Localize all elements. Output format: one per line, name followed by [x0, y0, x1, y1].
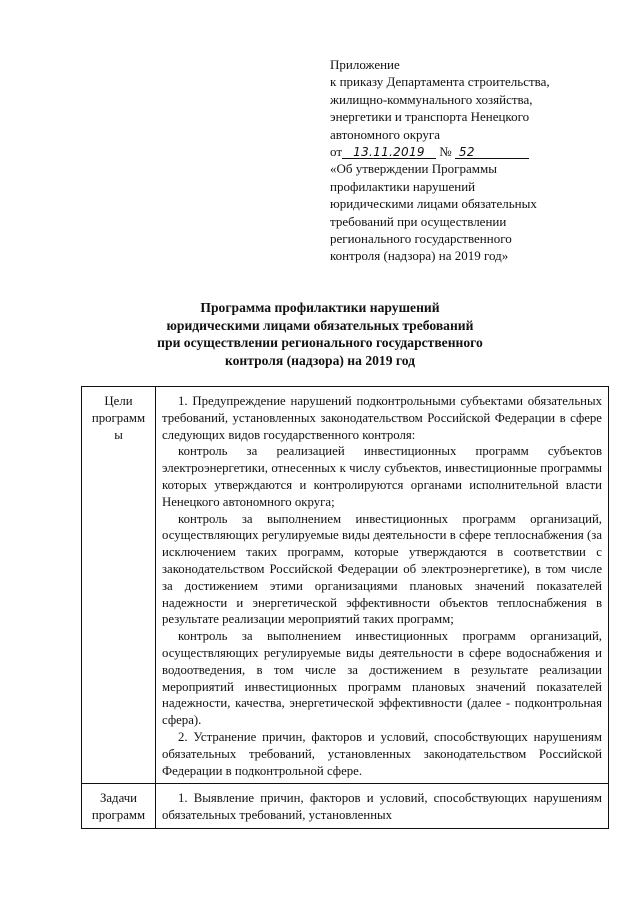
row-label-tasks: [82, 784, 156, 829]
table-row-goals: [82, 387, 609, 784]
label-line: Задачи: [99, 791, 138, 806]
subject-line: требований при осуществлении: [330, 213, 507, 229]
appendix-line: Приложение: [330, 57, 400, 72]
order-date-number-line: [330, 143, 610, 160]
subject-line: контроля (надзора) на 2019 год»: [330, 248, 509, 264]
goal-paragraph: 1. Предупреждение нарушений подконтрольными субъектами обязательных требований, установленных законодательством Российской Федерации в сфере следующих видов государственного контроля:: [162, 394, 602, 442]
label-line: программ: [91, 410, 146, 425]
goal-paragraph: контроль за выполнением инвестиционных программ организаций, осуществляющих регулируемые виды деятельности в сфере теплоснабжения (за исключением таких программ, которые утверждаются в соответствии с законодательством Российской Федерации об электроэнергетике), в том числе за достижением этими организациями плановых значений показателей надежности и энергетической эффективности объектов теплоснабжения в результате реализации мероприятий таких программ;: [162, 511, 602, 627]
heading-line: Программа профилактики нарушений: [200, 300, 440, 315]
heading-line: при осуществлении регионального государственного: [157, 335, 483, 351]
program-table: [81, 386, 609, 829]
order-number-handwritten: 52: [458, 145, 475, 160]
heading-line: юридическими лицами обязательных требований: [166, 317, 474, 333]
number-prefix: №: [439, 144, 452, 160]
label-line: Цели: [104, 394, 133, 408]
from-prefix: от: [330, 144, 343, 160]
table-row-tasks: [82, 784, 609, 829]
heading-line: контроля (надзора) на 2019 год: [224, 352, 416, 368]
row-label-goals: [82, 387, 156, 784]
task-paragraph: 1. Выявление причин, факторов и условий, способствующих нарушениям обязательных требований, установленных: [162, 791, 602, 823]
order-number-field: [455, 146, 529, 159]
subject-line: юридическими лицами обязательных: [330, 196, 537, 212]
appendix-line: энергетики и транспорта Ненецкого: [330, 109, 530, 125]
program-heading: [120, 299, 520, 369]
goal-paragraph: контроль за выполнением инвестиционных программ организаций, осуществляющих регулируемые виды деятельности в сфере водоснабжения и водоотведения, в том числе за достижением в результате реализации мероприятий инвестиционных программ плановых значений показателей надежности, качества, энергетической эффективности (далее - подконтрольная сфера).: [162, 629, 602, 728]
order-date-handwritten: 13.11.2019: [353, 145, 425, 160]
order-date-field: [342, 146, 436, 159]
label-line: программ: [91, 808, 146, 823]
subject-line: «Об утверждении Программы: [330, 161, 497, 177]
row-content-tasks: [156, 784, 609, 829]
appendix-line: автономного округа: [330, 126, 440, 142]
goal-paragraph: контроль за реализацией инвестиционных программ субъектов электроэнергетики, отнесенных к числу субъектов, инвестиционные программы которых утверждаются и контролируются органами исполнительной власти Ненецкого автономного округа;: [162, 444, 602, 509]
label-line: ы: [114, 427, 123, 442]
appendix-line: жилищно-коммунального хозяйства,: [330, 91, 533, 107]
subject-line: регионального государственного: [330, 231, 512, 247]
goal-paragraph: 2. Устранение причин, факторов и условий, способствующих нарушениям обязательных требований, установленных законодательством Российской Федерации в подконтрольной сфере.: [162, 729, 602, 778]
row-content-goals: [156, 387, 609, 784]
appendix-block: [330, 56, 610, 265]
appendix-line: к приказу Департамента строительства,: [330, 74, 550, 90]
subject-line: профилактики нарушений: [330, 178, 476, 194]
